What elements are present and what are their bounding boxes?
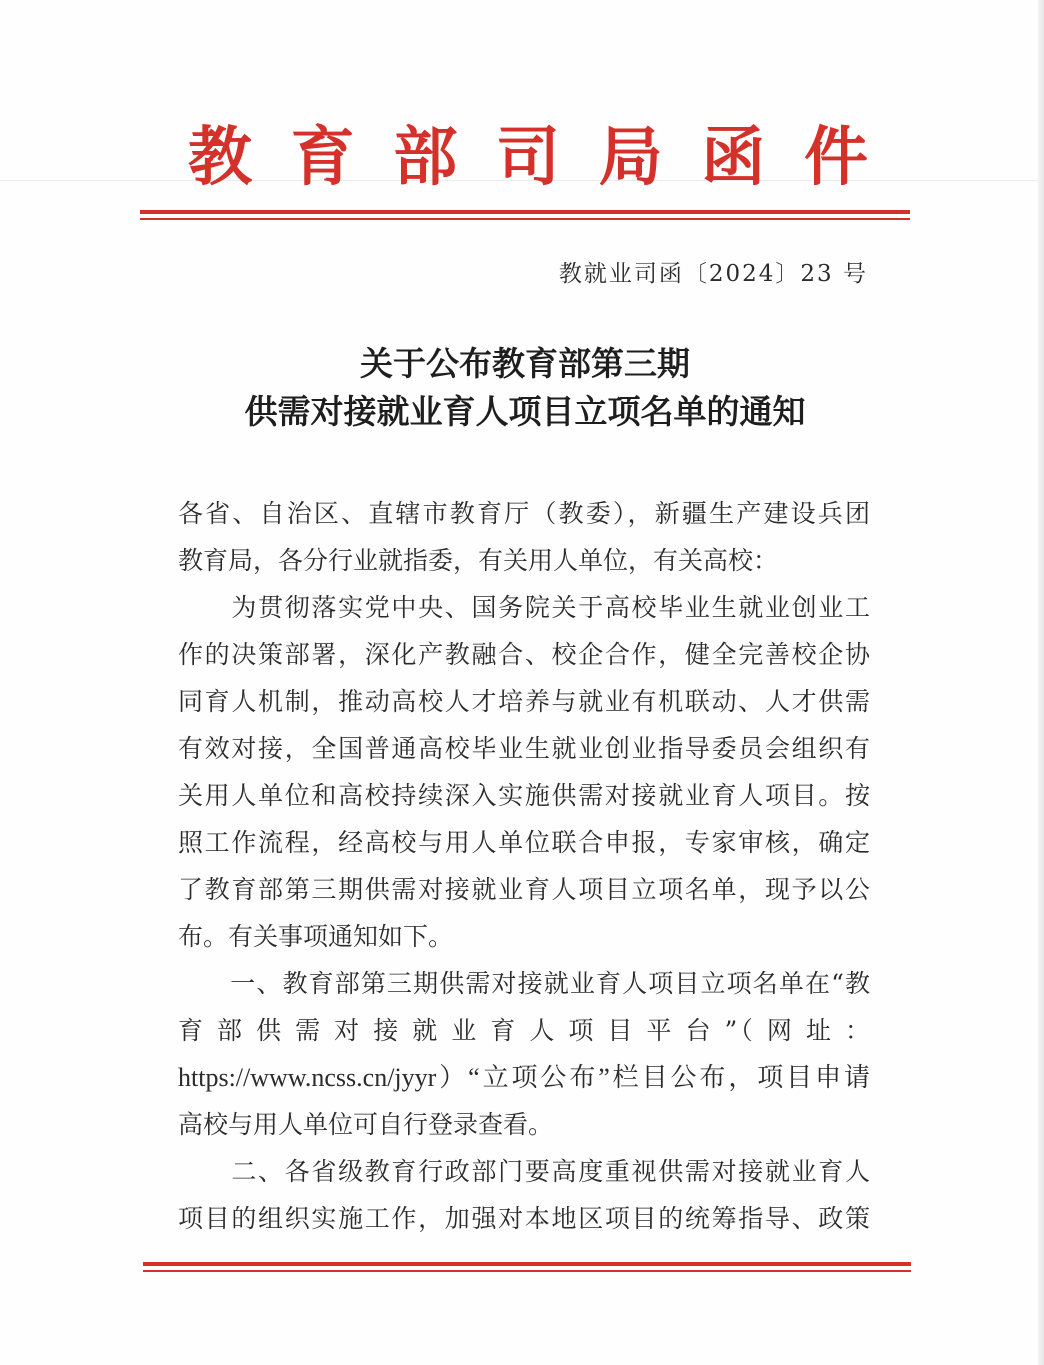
title-line-2: 供需对接就业育人项目立项名单的通知 <box>244 392 806 431</box>
letterhead-title <box>188 118 868 198</box>
body-line: 了教育部第三期供需对接就业育人项目立项名单，现予以公 <box>178 875 870 904</box>
document-title <box>140 340 910 436</box>
letterhead-char: 局 <box>598 120 663 195</box>
body-line: 教育局，各分行业就指委，有关用人单位，有关高校： <box>178 546 779 575</box>
letterhead-char: 部 <box>393 120 458 195</box>
footer-red-rule <box>143 1262 911 1266</box>
body-line: 同育人机制，推动高校人才培养与就业有机联动、人才供需 <box>178 687 870 716</box>
header-red-rule <box>140 210 910 214</box>
body-line: 有效对接，全国普通高校毕业生就业创业指导委员会组织有 <box>178 734 870 763</box>
letterhead-char: 函 <box>701 120 766 195</box>
document-number: 教就业司函〔2024〕23 号 <box>558 261 868 287</box>
body-line: 作的决策部署，深化产教融合、校企合作，健全完善校企协 <box>178 640 870 669</box>
document-body <box>178 490 870 1242</box>
footer-red-rule-thin <box>143 1270 911 1272</box>
letterhead-char: 司 <box>495 120 560 195</box>
title-line-1: 关于公布教育部第三期 <box>360 344 690 383</box>
header-red-rule-thin <box>140 218 910 220</box>
body-line-with-url: https://www.ncss.cn/jyyr）“立项公布”栏目公布，项目申请 <box>178 1063 870 1092</box>
body-line: 育 部 供 需 对 接 就 业 育 人 项 目 平 台 ”（ 网 址 ： <box>178 1016 870 1045</box>
letterhead-char: 育 <box>290 120 355 195</box>
body-line: 二、各省级教育行政部门要高度重视供需对接就业育人 <box>178 1157 870 1186</box>
body-line: 布。有关事项通知如下。 <box>178 922 454 951</box>
body-line: 各省、自治区、直辖市教育厅（教委），新疆生产建设兵团 <box>178 499 870 528</box>
body-line: 照工作流程，经高校与用人单位联合申报，专家审核，确定 <box>178 828 870 857</box>
body-line: 一、教育部第三期供需对接就业育人项目立项名单在“教 <box>178 969 870 998</box>
body-line: 高校与用人单位可自行登录查看。 <box>178 1110 554 1139</box>
body-line: 为贯彻落实党中央、国务院关于高校毕业生就业创业工 <box>178 593 870 622</box>
letterhead-char: 件 <box>803 120 868 195</box>
body-line: 关用人单位和高校持续深入实施供需对接就业育人项目。按 <box>178 781 870 810</box>
body-line: 项目的组织实施工作，加强对本地区项目的统筹指导、政策 <box>178 1204 870 1233</box>
page-edge-shadow <box>1038 0 1044 1365</box>
letterhead-char: 教 <box>188 120 252 195</box>
